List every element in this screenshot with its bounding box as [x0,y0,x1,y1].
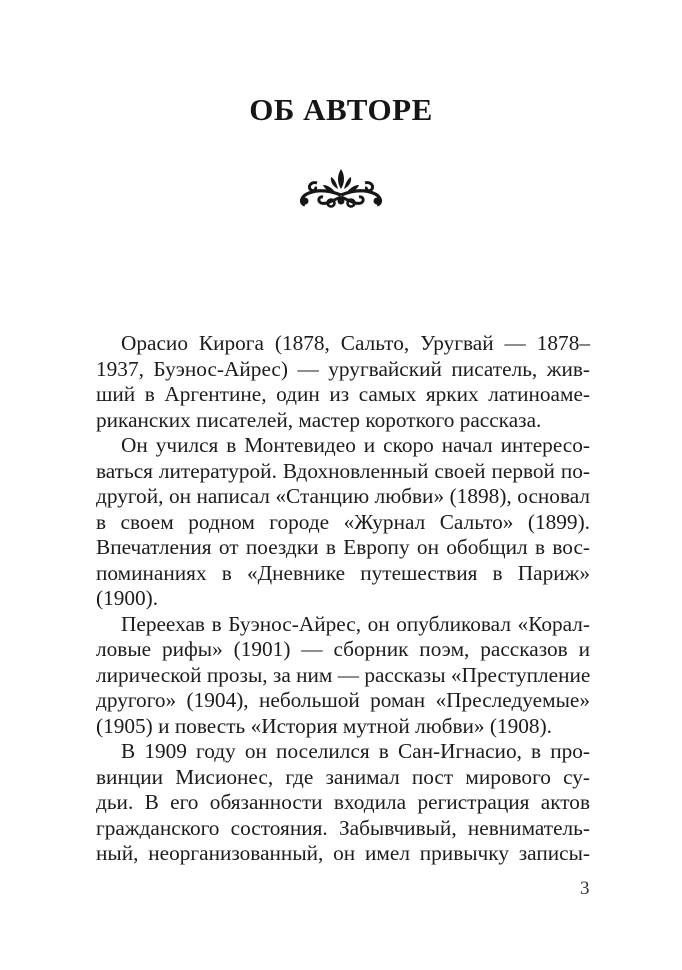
text-line: другой, он написал «Станцию любви» (1898), основал [96,484,590,508]
text-line: гражданского состояния. Забывчивый, невниматель- [96,815,590,840]
text-line: лирической прозы, за ним — рассказы «Преступление [96,662,591,687]
about-author-text [96,331,590,867]
text-line: винции Мисионес, где занимал пост мирового су- [96,764,590,789]
text-line: ший в Аргентине, один из самых ярких латиноаме- [96,382,590,406]
text-line: ваться литературой. Вдохновленный своей первой по- [96,458,590,483]
text-line: ный, неорганизованный, он имел привычку записы- [96,841,590,865]
text-line: риканских писателей, мастер короткого рассказа. [96,407,542,432]
text-line: Впечатления от поездки в Европу он обобщил в вос- [96,535,590,559]
fleuron-ornament-icon [291,165,391,215]
text-line: 1937, Буэнос-Айрес) — уругвайский писатель, жив- [96,356,590,381]
page-title: ОБ АВТОРЕ [249,92,433,127]
page-number: 3 [580,878,590,899]
text-line: Орасио Кирога (1878, Сальто, Уругвай — 1878– [121,331,590,355]
text-line: Переехав в Буэнос-Айрес, он опубликовал «Корал- [121,611,590,636]
paragraph-4 [96,739,590,867]
text-line: В 1909 году он поселился в Сан-Игнасио, в про- [121,739,590,763]
text-line: в своем родном городе «Журнал Сальто» (1899). [96,509,590,534]
paragraph-2 [96,433,590,612]
text-line: (1905) и повесть «История мутной любви» (1908). [96,713,553,738]
text-line: (1900). [96,586,159,610]
text-line: дьи. В его обязанности входила регистрация актов [96,790,590,814]
text-line: другого» (1904), небольшой роман «Преследуемые» [96,688,590,712]
paragraph-1 [96,331,590,433]
paragraph-3 [96,612,590,740]
text-line: Он учился в Монтевидео и скоро начал интересо- [121,433,590,457]
text-line: поминаниях в «Дневнике путешествия в Париж» [96,560,590,585]
text-line: ловые рифы» (1901) — сборник поэм, рассказов и [96,637,590,661]
